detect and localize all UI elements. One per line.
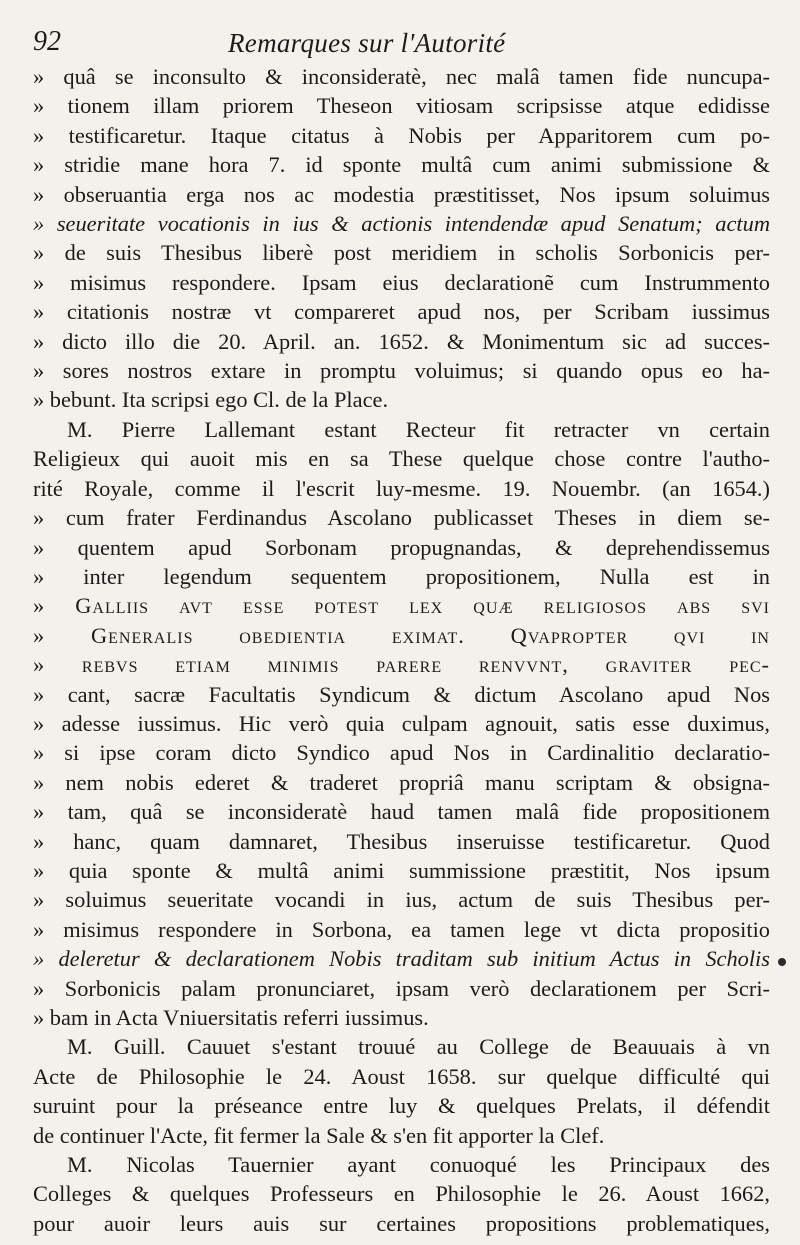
text-line: » misimus respondere. Ipsam eius declarationẽ cum Instrummento bbox=[33, 269, 770, 295]
text-line: » soluimus seueritate vocandi in ius, actum de suis Thesibus per- bbox=[33, 887, 770, 913]
text-line: » quâ se inconsulto & inconsideratè, nec malâ tamen fide nuncupa- bbox=[33, 64, 770, 89]
text-line: » testificaretur. Itaque citatus à Nobis per Apparitorem cum po- bbox=[33, 122, 770, 148]
text-line: » cant, sacræ Facultatis Syndicum & dictum Ascolano apud Nos bbox=[33, 681, 770, 707]
text-line: pour auoir leurs auis sur certaines propositions problematiques, bbox=[33, 1210, 770, 1236]
paragraph-start-line: M. Guill. Cauuet s'estant trouué au College de Beauuais à vn bbox=[67, 1034, 770, 1060]
text-line: » seueritate vocationis in ius & actionis intendendæ apud Senatum; actum bbox=[33, 211, 770, 237]
text-line: » de suis Thesibus liberè post meridiem in scholis Sorbonicis per- bbox=[33, 240, 770, 266]
page-header bbox=[33, 22, 770, 62]
text-line: » bam in Acta Vniuersitatis referri iussimus. bbox=[33, 1005, 429, 1030]
text-line: » nem nobis ederet & traderet propriâ manu scriptam & obsigna- bbox=[33, 769, 770, 795]
text-line: » Sorbonicis palam pronunciaret, ipsam verò declarationem per Scri- bbox=[33, 975, 770, 1001]
text-line: suruint pour la préseance entre luy & quelques Prelats, il défendit bbox=[33, 1093, 770, 1119]
text-line: » dicto illo die 20. April. an. 1652. & Monimentum sic ad succes- bbox=[33, 328, 770, 354]
text-line: » stridie mane hora 7. id sponte multâ cum animi submissione & bbox=[33, 152, 770, 178]
text-line: » hanc, quam damnaret, Thesibus inseruisse testificaretur. Quod bbox=[33, 828, 770, 854]
text-line: Colleges & quelques Professeurs en Philosophie le 26. Aoust 1662, bbox=[33, 1181, 770, 1207]
text-line: » misimus respondere in Sorbona, ea tamen lege vt dicta propositio bbox=[33, 916, 770, 942]
text-line: » Galliis avt esse potest lex quæ religiosos abs svi bbox=[33, 593, 770, 619]
text-line: » tionem illam priorem Theseon vitiosam scripsisse atque edidisse bbox=[33, 93, 770, 119]
text-line: » cum frater Ferdinandus Ascolano publicasset Theses in diem se- bbox=[33, 505, 770, 531]
text-line: » adesse iussimus. Hic verò quia culpam agnouit, satis esse duximus, bbox=[33, 710, 770, 736]
text-line: » citationis nostræ vt compareret apud nos, per Scribam iussimus bbox=[33, 299, 770, 325]
text-line: de continuer l'Acte, fit fermer la Sale & s'en fit apporter la Clef. bbox=[33, 1122, 605, 1148]
text-line: rité Royale, comme il l'escrit luy-mesme. 19. Nouembr. (an 1654.) bbox=[33, 475, 770, 501]
paragraph-start-line: M. Pierre Lallemant estant Recteur fit retracter vn certain bbox=[67, 416, 770, 442]
text-line: » deleretur & declarationem Nobis traditam sub initium Actus in Scholis bbox=[33, 946, 770, 972]
page-number: 92 bbox=[33, 26, 61, 57]
running-title: Remarques sur l'Autorité bbox=[228, 28, 506, 58]
text-line: Religieux qui auoit mis en sa These quelque chose contre l'autho- bbox=[33, 446, 770, 472]
text-line: » obseruantia erga nos ac modestia præstitisset, Nos ipsum soluimus bbox=[33, 181, 770, 207]
text-line: » rebvs etiam minimis parere renvvnt, graviter pec- bbox=[33, 652, 770, 678]
text-line: » si ipse coram dicto Syndico apud Nos in Cardinalitio declaratio- bbox=[33, 740, 770, 766]
text-line: » inter legendum sequentem propositionem, Nulla est in bbox=[33, 563, 770, 589]
text-line: » quentem apud Sorbonam propugnandas, & deprehendissemus bbox=[33, 534, 770, 560]
ink-spot bbox=[778, 958, 786, 966]
text-line: Acte de Philosophie le 24. Aoust 1658. sur quelque difficulté qui bbox=[33, 1063, 770, 1089]
body-text bbox=[33, 62, 770, 1238]
text-line: » sores nostros extare in promptu voluimus; si quando opus eo ha- bbox=[33, 358, 770, 384]
text-line: » Generalis obedientia eximat. Qvapropter qvi in bbox=[33, 622, 770, 648]
text-line: » bebunt. Ita scripsi ego Cl. de la Place. bbox=[33, 387, 389, 413]
text-line: » quia sponte & multâ animi summissione præstitit, Nos ipsum bbox=[33, 857, 770, 883]
text-line: » tam, quâ se inconsideratè haud tamen malâ fide propositionem bbox=[33, 799, 770, 825]
paragraph-start-line: M. Nicolas Tauernier ayant conuoqué les Principaux des bbox=[67, 1152, 770, 1178]
